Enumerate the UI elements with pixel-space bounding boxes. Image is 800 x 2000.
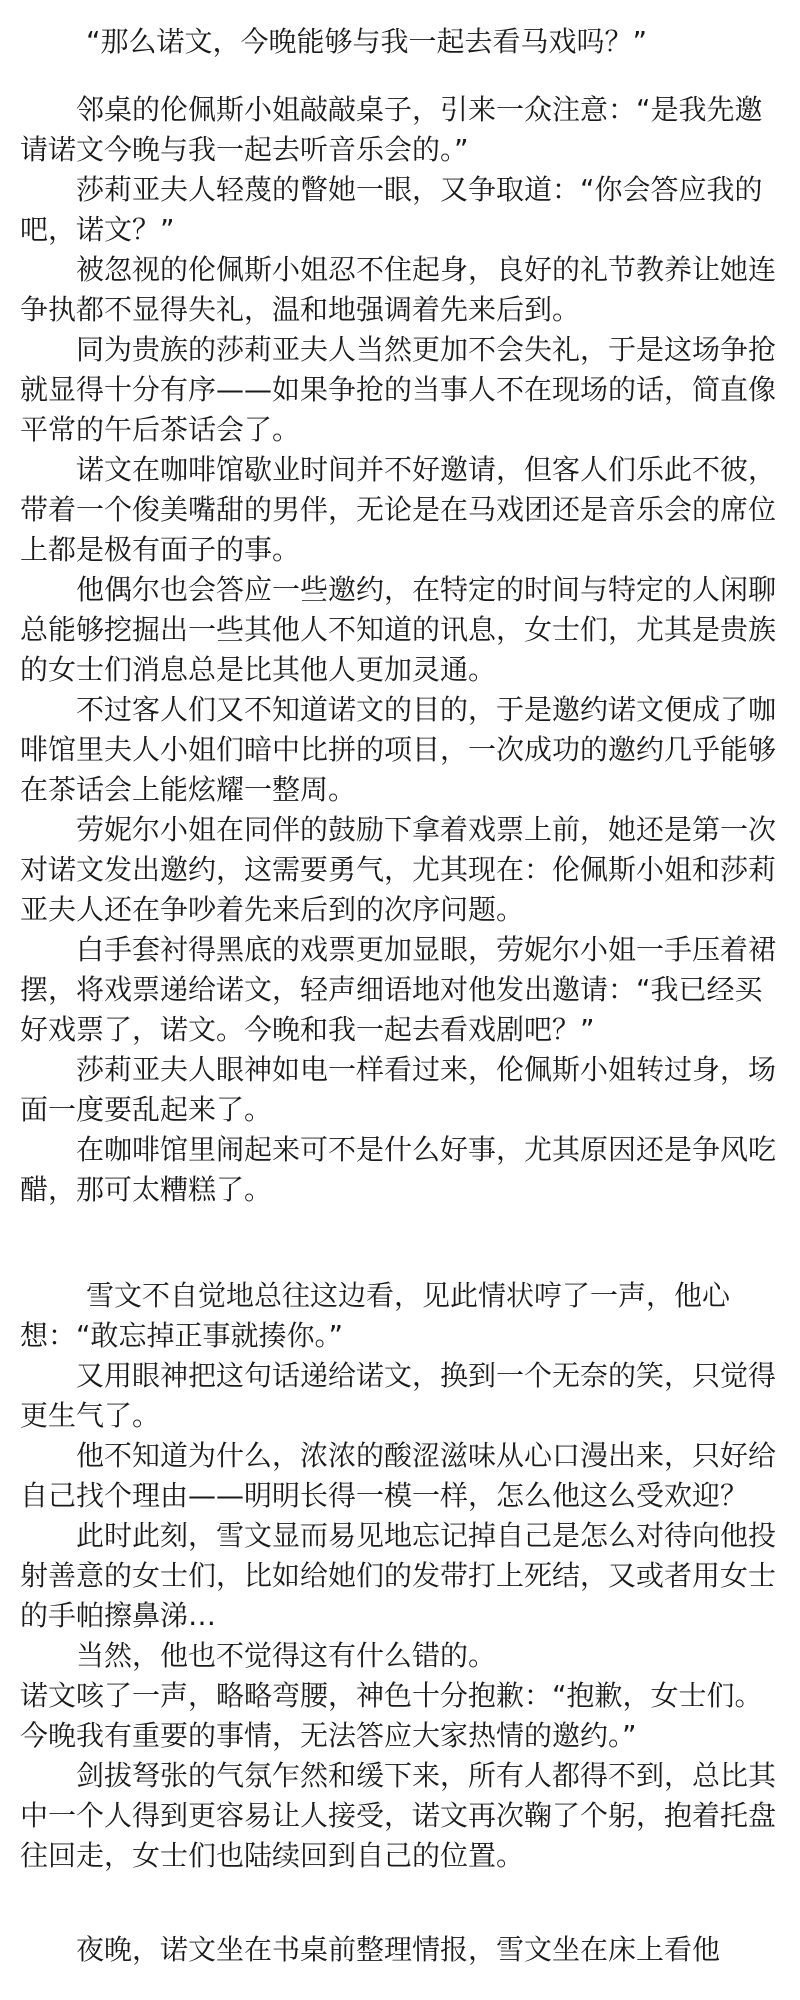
paragraph-7: 他偶尔也会答应一些邀约，在特定的时间与特定的人闲聊总能够挖掘出一些其他人不知道的讯息，女士们，尤其是贵族的女士们消息总是比其他人更加灵通。 — [20, 573, 777, 686]
paragraph-19: 剑拔弩张的气氛乍然和缓下来，所有人都得不到，总比其中一个人得到更容易让人接受，诺文再次鞠了个躬，抱着托盘往回走，女士们也陆续回到自己的位置。 — [20, 1759, 777, 1872]
paragraph-12: 在咖啡馆里闹起来可不是什么好事，尤其原因还是争风吃醋，那可太糟糕了。 — [20, 1133, 777, 1206]
paragraph-5: 同为贵族的莎莉亚夫人当然更加不会失礼，于是这场争抢就显得十分有序——如果争抢的当事人不在现场的话，简直像平常的午后茶话会了。 — [20, 333, 777, 446]
paragraph-4: 被忽视的伦佩斯小姐忍不住起身，良好的礼节教养让她连争执都不显得失礼，温和地强调着先来后到。 — [20, 253, 777, 326]
paragraph-18: 诺文咳了一声，略略弯腰，神色十分抱歉：“抱歉，女士们。今晚我有重要的事情，无法答应大家热情的邀约。” — [20, 1679, 763, 1752]
paragraph-17: 当然，他也不觉得这有什么错的。 — [76, 1639, 497, 1672]
paragraph-2: 邻桌的伦佩斯小姐敲敲桌子，引来一众注意：“是我先邀请诺文今晚与我一起去听音乐会的。” — [20, 93, 763, 166]
paragraph-20: 夜晚，诺文坐在书桌前整理情报，雪文坐在床上看他 — [76, 1933, 721, 1966]
paragraph-16: 此时此刻，雪文显而易见地忘记掉自己是怎么对待向他投射善意的女士们，比如给她们的发带打上死结，又或者用女士的手帕擦鼻涕… — [20, 1519, 777, 1632]
paragraph-13: 雪文不自觉地总往这边看，见此情状哼了一声，他心想：“敢忘掉正事就揍你。” — [20, 1279, 731, 1352]
paragraph-3: 莎莉亚夫人轻蔑的瞥她一眼，又争取道：“你会答应我的吧，诺文？” — [20, 173, 763, 246]
paragraph-8: 不过客人们又不知道诺文的目的，于是邀约诺文便成了咖啡馆里夫人小姐们暗中比拼的项目，一次成功的邀约几乎能够在茶话会上能炫耀一整周。 — [20, 693, 777, 806]
paragraph-14: 又用眼神把这句话递给诺文，换到一个无奈的笑，只觉得更生气了。 — [20, 1359, 777, 1432]
paragraph-1: “那么诺文，今晚能够与我一起去看马戏吗？” — [86, 25, 648, 58]
paragraph-6: 诺文在咖啡馆歇业时间并不好邀请，但客人们乐此不彼，带着一个俊美嘴甜的男伴，无论是在马戏团还是音乐会的席位上都是极有面子的事。 — [20, 453, 777, 566]
paragraph-11: 莎莉亚夫人眼神如电一样看过来，伦佩斯小姐转过身，场面一度要乱起来了。 — [20, 1053, 777, 1126]
paragraph-10: 白手套衬得黑底的戏票更加显眼，劳妮尔小姐一手压着裙摆，将戏票递给诺文，轻声细语地对他发出邀请：“我已经买好戏票了，诺文。今晚和我一起去看戏剧吧？” — [20, 933, 777, 1046]
paragraph-9: 劳妮尔小姐在同伴的鼓励下拿着戏票上前，她还是第一次对诺文发出邀约，这需要勇气，尤其现在：伦佩斯小姐和莎莉亚夫人还在争吵着先来后到的次序问题。 — [20, 813, 777, 926]
paragraph-15: 他不知道为什么，浓浓的酸涩滋味从心口漫出来，只好给自己找个理由——明明长得一模一样，怎么他这么受欢迎？ — [20, 1439, 777, 1512]
